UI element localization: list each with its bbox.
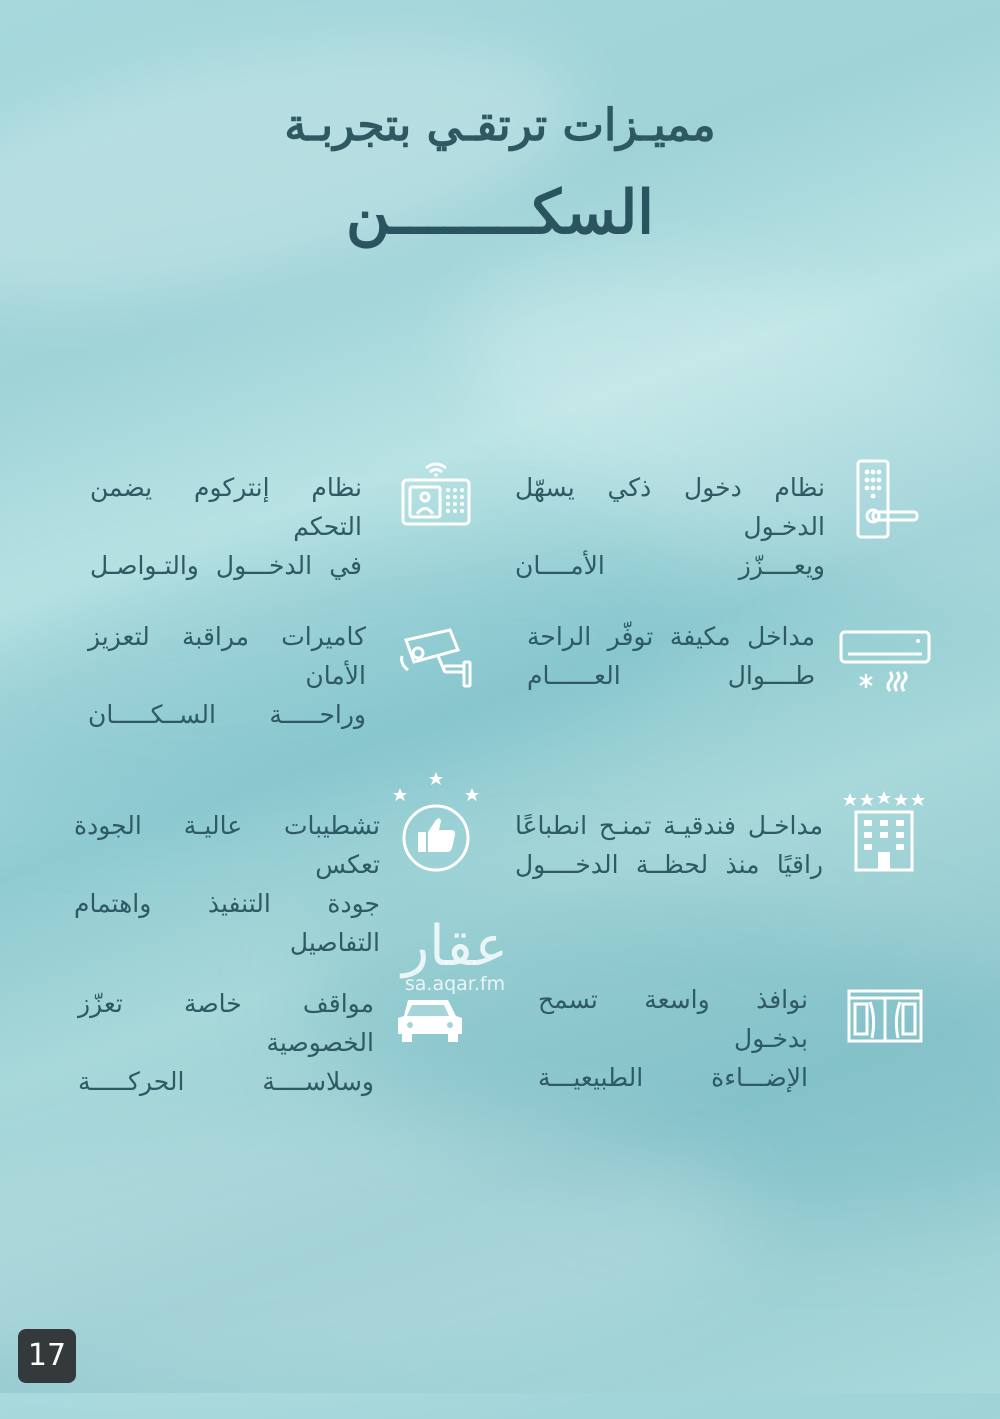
window-icon bbox=[846, 988, 924, 1044]
watermark-site: sa.aqar.fm bbox=[404, 973, 506, 995]
feature-hotel-lobbies: مداخـل فندقيـة تمنـح انطباعًا راقيًا منذ لحظــة الدخــــول bbox=[515, 811, 823, 879]
watermark-logo-text: عقار bbox=[402, 914, 508, 979]
security-camera-icon bbox=[398, 626, 474, 688]
page-number: 17 bbox=[18, 1329, 76, 1383]
air-conditioner-icon bbox=[838, 628, 932, 694]
feature-windows: نوافذ واسعة تسمح بدخـول الإضـــاءة الطبيعيـــة bbox=[538, 985, 808, 1092]
feature-finishes: تشطيبات عاليـة الجودة تعكس جودة التنفيذ واهتمام التفاصيل bbox=[74, 811, 380, 957]
feature-parking: مواقف خاصة تعزّز الخصوصية وسلاســــة الحركـــــة bbox=[78, 989, 374, 1096]
feature-smart-entry: نظام دخول ذكي يسهّل الدخـول ويعــــزّز الأمــــان bbox=[515, 473, 825, 580]
intercom-icon bbox=[400, 458, 472, 528]
watermark bbox=[370, 915, 540, 1065]
feature-intercom: نظام إنتركوم يضمن التحكم في الدخـــول والتـواصـل bbox=[90, 473, 362, 580]
heading-line-2: السكــــــــن bbox=[346, 178, 654, 248]
hotel-building-icon bbox=[840, 790, 928, 872]
feature-ac-entrances: مداخل مكيفة توفّر الراحة طــــوال العــــــام bbox=[527, 622, 815, 690]
feature-surveillance: كاميرات مراقبة لتعزيز الأمان وراحـــــة الســكـــــان bbox=[88, 622, 366, 729]
smart-lock-icon bbox=[852, 458, 920, 540]
heading-line-1: مميـزات ترتقـي بتجربـة bbox=[284, 100, 716, 151]
quality-thumbs-up-icon bbox=[390, 768, 482, 872]
